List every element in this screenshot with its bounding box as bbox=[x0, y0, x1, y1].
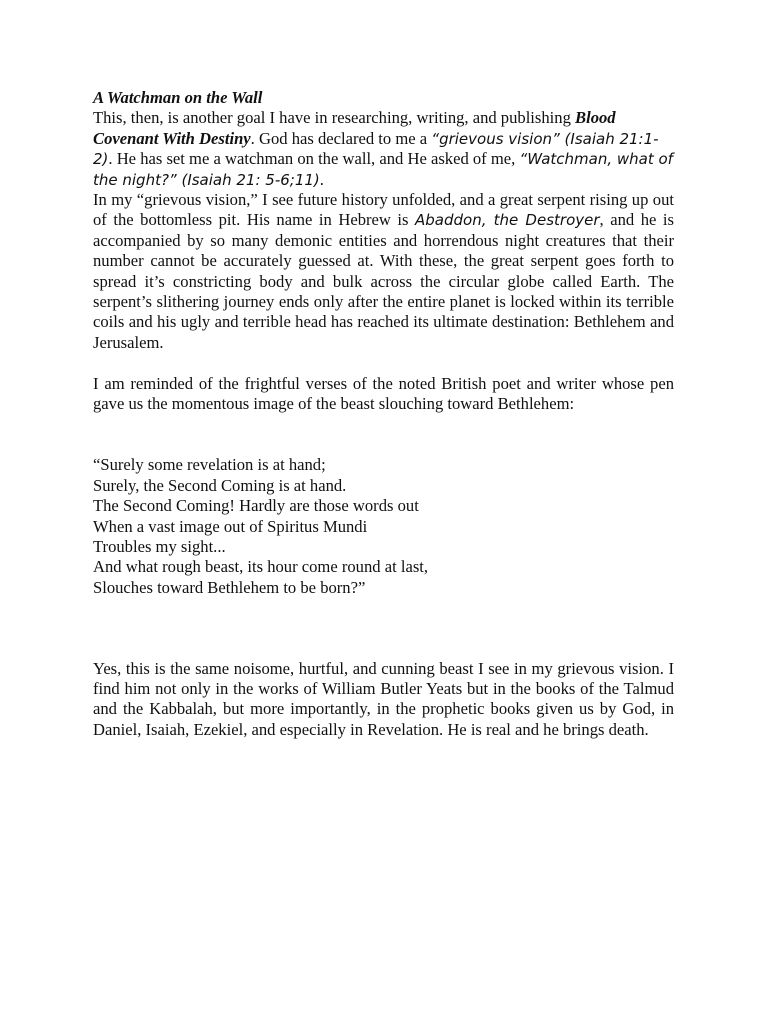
poem-line: “Surely some revelation is at hand; bbox=[93, 455, 326, 475]
vision-text-1: In my “grievous vision,” I see future history unfolded, and a great serpent rising up out of the bottomless pit. His name in Hebrew is bbox=[93, 190, 674, 230]
scripture-quote-1: “grievous vision” (Isaiah 21:1-2) bbox=[93, 129, 659, 169]
intro-text-2: . God has declared to me a bbox=[250, 128, 432, 148]
poem-line: Surely, the Second Coming is at hand. bbox=[93, 475, 347, 495]
closing-paragraph: Yes, this is the same noisome, hurtful, and cunning beast I see in my grievous vision. I find him not only in the works of William Butler Yeats but in the books of the Talmud and the Kabbalah, but more importantly, in the prophetic books given us by God, in Daniel, Isaiah, Ezekiel, and especially in Revelation. He is real and he brings death. bbox=[93, 658, 674, 739]
poem-line: Slouches toward Bethlehem to be born?” bbox=[93, 577, 366, 597]
intro-text-3: . He has set me a watchman on the wall, and He asked of me, bbox=[108, 149, 520, 169]
serpent-name: Abaddon, the Destroyer bbox=[415, 211, 600, 230]
document-body bbox=[93, 88, 674, 740]
vision-text-2: , and he is accompanied by so many demonic entities and horrendous night creatures that their number cannot be accurately guessed at. With these, the great serpent goes forth to spread it’s constricting body and bulk across the circular globe called Earth. The serpent’s slithering journey ends only after the entire planet is locked within its terrible coils and his ugly and terrible head has reached its ultimate destination: Bethlehem and Jerusalem. bbox=[93, 210, 674, 352]
paragraph-spacer bbox=[93, 353, 674, 373]
poem-line: When a vast image out of Spiritus Mundi bbox=[93, 516, 368, 536]
poem-line: And what rough beast, its hour come round at last, bbox=[93, 557, 429, 577]
poem-line: The Second Coming! Hardly are those words out bbox=[93, 496, 419, 516]
paragraph-spacer bbox=[93, 414, 674, 455]
intro-paragraph bbox=[93, 108, 674, 190]
paragraph-spacer bbox=[93, 598, 674, 638]
intro-text-1: This, then, is another goal I have in researching, writing, and publishing bbox=[93, 108, 576, 128]
section-heading: A Watchman on the Wall bbox=[93, 88, 263, 107]
paragraph-spacer bbox=[93, 638, 674, 658]
scripture-quote-2: “Watchman, what of the night?” (Isaiah 21: 5-6;11) bbox=[93, 150, 673, 189]
book-title: Blood Covenant With Destiny bbox=[93, 108, 616, 148]
poem-line: Troubles my sight... bbox=[93, 536, 226, 556]
vision-paragraph bbox=[93, 190, 674, 353]
poem-block bbox=[93, 455, 674, 598]
poet-paragraph: I am reminded of the frightful verses of the noted British poet and writer whose pen gave us the momentous image of the beast slouching toward Bethlehem: bbox=[93, 373, 674, 414]
intro-text-4: . bbox=[319, 169, 324, 189]
